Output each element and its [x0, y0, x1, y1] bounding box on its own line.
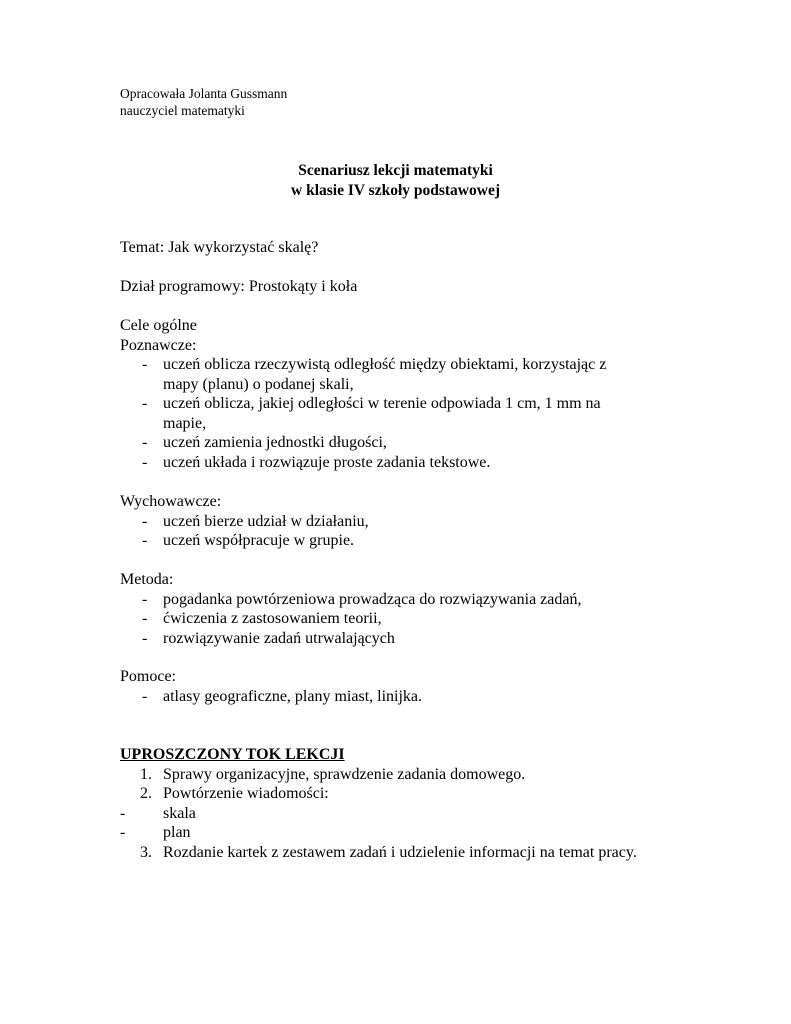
educational-section	[120, 492, 369, 551]
list-item	[120, 804, 637, 824]
dash-marker: -	[142, 512, 148, 530]
author-name: Opracowała Jolanta Gussmann	[120, 86, 288, 101]
list-item	[120, 531, 369, 551]
step-number: 1.	[140, 765, 152, 783]
list-item-text: Rozdanie kartek z zestawem zadań i udzielenie informacji na temat pracy.	[163, 843, 637, 861]
method-heading: Metoda:	[120, 571, 174, 588]
lesson-flow-steps	[120, 765, 637, 804]
author-block	[120, 85, 287, 119]
list-item-text: ćwiczenia z zastosowaniem teorii,	[163, 610, 382, 627]
list-item	[120, 823, 637, 843]
educational-heading: Wychowawcze:	[120, 493, 222, 510]
list-item	[120, 453, 606, 473]
dash-marker: -	[120, 804, 126, 822]
list-item	[120, 394, 606, 433]
title-line-2: w klasie IV szkoły podstawowej	[291, 182, 500, 199]
educational-goals-list	[120, 512, 369, 551]
list-item-text: pogadanka powtórzeniowa prowadząca do rozwiązywania zadań,	[163, 590, 582, 608]
list-item	[120, 843, 637, 863]
list-item	[120, 629, 581, 649]
list-item-text: uczeń współpracuje w grupie.	[163, 532, 355, 549]
list-item-text: plan	[163, 824, 191, 841]
lesson-topic: Temat: Jak wykorzystać skalę?	[120, 239, 319, 256]
goals-heading: Cele ogólne	[120, 317, 197, 334]
step-number: 2.	[140, 785, 152, 802]
aids-section	[120, 667, 422, 706]
list-item-line: mapie,	[163, 414, 207, 432]
list-item	[120, 512, 369, 532]
list-item	[120, 687, 422, 707]
dash-marker: -	[142, 453, 148, 471]
cognitive-goals-list	[120, 355, 606, 472]
dash-marker: -	[142, 356, 148, 373]
list-item	[120, 355, 606, 394]
aids-heading: Pomoce:	[120, 668, 176, 685]
dash-marker: -	[142, 532, 148, 549]
goals-section	[120, 316, 606, 472]
title-line-1: Scenariusz lekcji matematyki	[298, 162, 493, 179]
dash-marker: -	[142, 395, 148, 412]
dash-marker: -	[142, 590, 148, 608]
method-list	[120, 590, 581, 649]
document-title	[0, 161, 791, 201]
list-item	[120, 590, 581, 610]
list-item	[120, 765, 637, 785]
list-item-line: uczeń oblicza rzeczywistą odległość między obiektami, korzystając z	[163, 356, 607, 373]
list-item-line: uczeń układa i rozwiązuje proste zadania tekstowe.	[163, 453, 491, 471]
list-item-line: mapy (planu) o podanej skali,	[163, 375, 354, 393]
list-item-text: Sprawy organizacyjne, sprawdzenie zadania domowego.	[163, 765, 526, 783]
list-item-text: uczeń bierze udział w działaniu,	[163, 512, 369, 530]
list-item	[120, 609, 581, 629]
lesson-flow-heading: UPROSZCZONY TOK LEKCJI	[120, 746, 345, 763]
list-item-text: skala	[163, 804, 196, 822]
list-item-text: atlasy geograficzne, plany miast, linijka.	[163, 687, 423, 705]
list-item-line: uczeń oblicza, jakiej odległości w terenie odpowiada 1 cm, 1 mm na	[163, 395, 601, 412]
aids-list	[120, 687, 422, 707]
list-item	[120, 433, 606, 453]
program-section: Dział programowy: Prostokąty i koła	[120, 278, 358, 295]
dash-marker: -	[142, 629, 148, 647]
dash-marker: -	[142, 434, 148, 451]
cognitive-heading: Poznawcze:	[120, 336, 197, 354]
dash-marker: -	[142, 610, 148, 627]
list-item-line: uczeń zamienia jednostki długości,	[163, 434, 387, 451]
list-item-text: Powtórzenie wiadomości:	[163, 785, 329, 802]
list-item	[120, 784, 637, 804]
dash-marker: -	[142, 687, 148, 705]
list-item-text: rozwiązywanie zadań utrwalających	[163, 629, 395, 647]
method-section	[120, 570, 581, 648]
lesson-flow-section	[120, 745, 637, 862]
dash-marker: -	[120, 824, 126, 841]
lesson-flow-steps-continued	[120, 843, 637, 863]
author-role: nauczyciel matematyki	[120, 103, 245, 118]
step-number: 3.	[140, 843, 152, 861]
